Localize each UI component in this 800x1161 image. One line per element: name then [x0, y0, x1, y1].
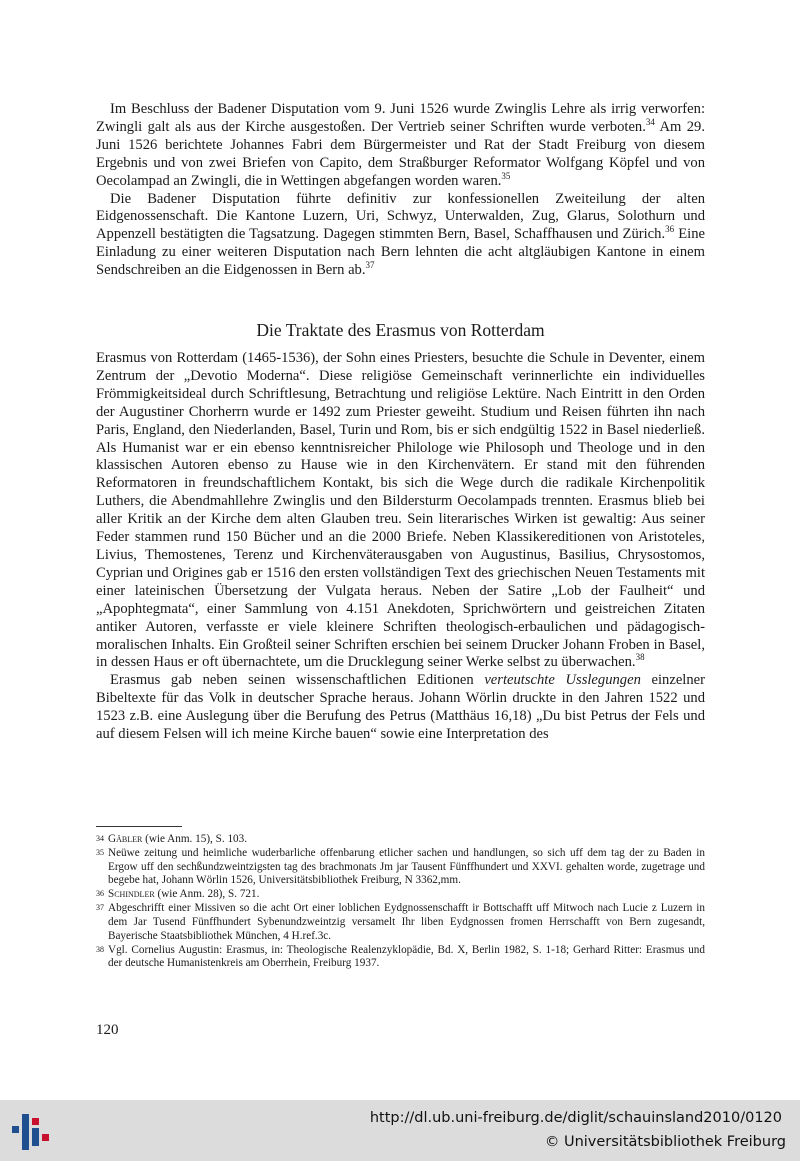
paragraph-1	[96, 101, 705, 191]
footnote-ref-35[interactable]: 35	[501, 170, 511, 181]
paragraph-4-text-a: Erasmus gab neben seinen wissenschaftlichen Editionen	[110, 672, 485, 689]
footnote-text	[108, 833, 705, 847]
footnote-38	[96, 944, 705, 971]
paragraph-1-text: Im Beschluss der Badener Disputation vom 9. Juni 1526 wurde Zwinglis Lehre als irrig verworfen: Zwingli galt als aus der Kirche ausgestoßen. Der Vertrieb seiner Schriften wurde verboten.	[96, 101, 705, 135]
footnote-body: Vgl. Cornelius Augustin: Erasmus, in: Theologische Realenzyklopädie, Bd. X, Berlin 1982, S. 1-18; Gerhard Ritter: Erasmus und der deutsche Humanistenkreis am Oberrhein, Freiburg 1937.	[108, 943, 705, 970]
footnote-ref-36[interactable]: 36	[665, 224, 675, 235]
footnote-number: 36	[96, 889, 104, 899]
footnote-ref-34[interactable]: 34	[645, 117, 655, 128]
footnote-text	[108, 902, 705, 943]
footnote-34	[96, 833, 705, 847]
paragraph-4	[96, 672, 705, 744]
footnote-35	[96, 847, 705, 888]
source-url[interactable]: http://dl.ub.uni-freiburg.de/diglit/schauinsland2010/0120	[369, 1110, 782, 1126]
footnote-36	[96, 888, 705, 902]
footnote-author: Gäbler	[108, 833, 143, 845]
copyright-notice: © Universitätsbibliothek Freiburg	[544, 1134, 786, 1150]
page-number: 120	[96, 1022, 119, 1038]
footnote-body: Neüwe zeitung und heimliche wuderbarliche offenbarung etlicher sachen und handlungen, so sich uff dem tag der zu Baden in Ergow uff den sechßundzweintzigsten tag des brachmonats Jm jar Tausent Fünffhundert und XXVI. gehalten worde, zugetrage und begebe hat, Johann Wörlin 1526, Universitätsbibliothek Freiburg, N 3362,mm.	[108, 847, 705, 887]
footnote-37	[96, 902, 705, 943]
footnote-text	[108, 944, 705, 971]
footnote-number: 35	[96, 848, 104, 858]
viewer-footer-bar	[0, 1100, 800, 1161]
text-block-top	[96, 101, 705, 280]
footnote-ref-37[interactable]: 37	[365, 260, 375, 271]
paragraph-3-text: Erasmus von Rotterdam (1465-1536), der Sohn eines Priesters, besuchte die Schule in Deventer, einem Zentrum der „Devotio Moderna“. Diese religiöse Gemeinschaft verinnerlichte ein individuelles Frömmigkeitsideal durch Schriftlesung, Betrachtung und religiöse Lektüre. Nach Eintritt in den Orden der Augustiner Chorherrn wurde er 1492 zum Priester geweiht. Studium und Reisen führten ihn nach Paris, England, den Niederlanden, Basel, Turin und Rom, bis er sich endgültig 1522 in Basel niederließ. Als Humanist war er ein ebenso kenntnisreicher Philologe wie Philosoph und Theologe und in den klassischen Autoren ebenso zu Hause wie in den Kirchenvätern. Er stand mit den führenden Reformatoren in freundschaftlichem Kontakt, bis sich die Wege durch die radikale Kirchenpolitik Luthers, die Abendmahllehre Zwinglis und den Bildersturm Oecolampads trennten. Erasmus blieb bei aller Kritik an der Kirche dem alten Glauben treu. Sein literarisches Wirken ist gewaltig: Aus seiner Feder stammen rund 150 Bücher und an die 2000 Briefe. Neben Klassikereditionen von Aristoteles, Livius, Themostenes, Terenz und Kirchenväterausgaben von Augustinus, Basilius, Chrysostomos, Cyprian und Origines gab er 1516 den ersten vollständigen Text des griechischen Neuen Testaments mit einer lateinischen Übersetzung der Vulgata heraus. Neben der Satire „Lob der Faulheit“ und „Apophtegmata“, einer Sammlung von 4.151 Anekdoten, Sprichwörtern und geistreichen Zitaten antiker Autoren, verfasste er viele kleinere Schriften theologisch-erbaulichen und pädagogisch-moralischen Inhalts. Ein Großteil seiner Schriften erschien bei seinem Drucker Johann Froben in Basel, in dessen Haus er oft übernachtete, um die Drucklegung seiner Werke selbst zu überwachen.	[96, 350, 705, 671]
paragraph-4-text-b: einzelner Bibeltexte für das Volk in deutscher Sprache heraus. Johann Wörlin druckte in den Jahren 1522 und 1523 z.B. eine Auslegung über die Berufung des Petrus (Matthäus 16,18) „Du bist Petrus der Fels und auf diesem Felsen will ich meine Kirche bauen“ sowie eine Interpretation des	[96, 672, 705, 743]
footnote-body: (wie Anm. 15), S. 103.	[142, 833, 248, 845]
paragraph-3	[96, 350, 705, 672]
footnote-separator	[96, 826, 182, 827]
section-heading: Die Traktate des Erasmus von Rotterdam	[256, 320, 545, 340]
footnote-body: Abgeschrifft einer Missiven so die acht Ort einer loblichen Eydgnossenschafft ir Bottschafft uff Mitwoch nach Lucie z Luzern in dem Jar Tusend Fünffhundert Sybenundzweintzig versamelt Ihr liben Eydgnossen fromen Herrschafft von Bern zugesandt, Bayerische Staatsbibliothek München, 4 H.ref.3c.	[108, 902, 705, 942]
footnotes	[96, 833, 705, 971]
footnote-text	[108, 847, 705, 888]
paragraph-4-italic: verteutschte Usslegungen	[484, 672, 641, 689]
paragraph-2	[96, 191, 705, 281]
footnote-author: Schindler	[108, 888, 155, 901]
footnote-body: (wie Anm. 28), S. 721.	[154, 888, 260, 901]
footnote-text	[108, 888, 705, 902]
footnote-number: 34	[96, 834, 104, 843]
footnote-ref-38[interactable]: 38	[635, 652, 645, 663]
footnote-number: 37	[96, 903, 104, 913]
paragraph-1-text-b: Am 29. Juni 1526 berichtete Johannes Fabri dem Bürgermeister und Rat der Stadt Freiburg von diesem Ergebnis und von zwei Briefen von Capito, dem Straßburger Reformator Wolfgang Köpfel und von Oecolampad an Zwingli, die in Wettingen abgefangen worden waren.	[96, 118, 705, 189]
paragraph-2-text: Die Badener Disputation führte definitiv zur konfessionellen Zweiteilung der alten Eidgenossenschaft. Die Kantone Luzern, Uri, Schwyz, Unterwalden, Zug, Glarus, Solothurn und Appenzell bestätigten die Tagsatzung. Dagegen stimmten Bern, Basel, Schaffhausen und Zürich.	[96, 190, 705, 243]
footnote-number: 38	[96, 944, 104, 954]
paragraph-2-text-b: Eine Einladung zu einer weiteren Disputation nach Bern lehnten die acht altgläubigen Kantone in einem Sendschreiben an die Eidgenossen in Bern ab.	[96, 226, 705, 279]
text-block-main	[96, 350, 705, 744]
ub-freiburg-logo-icon[interactable]	[8, 1106, 52, 1156]
